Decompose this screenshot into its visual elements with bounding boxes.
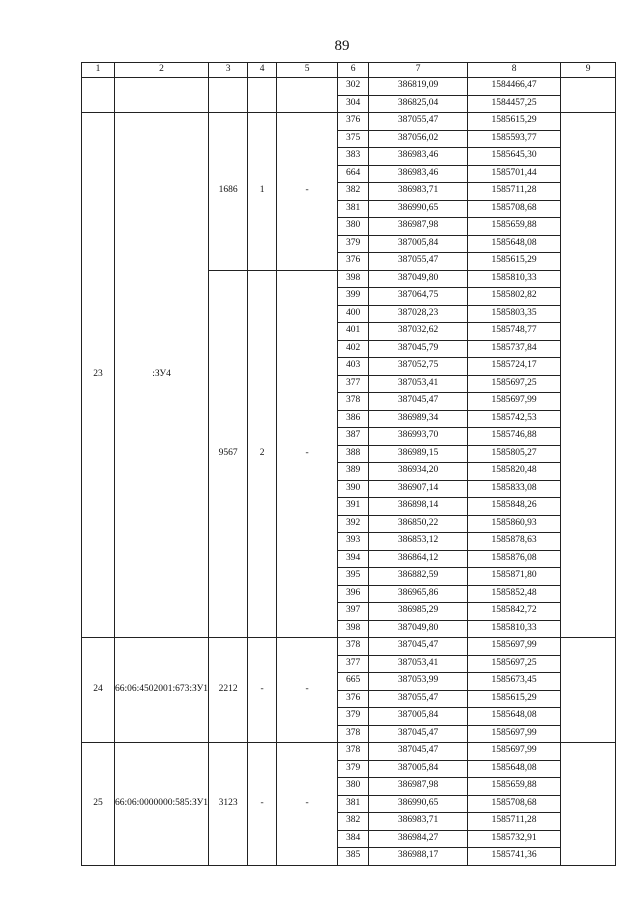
y-coordinate-cell: 1585876,08 — [468, 550, 561, 568]
y-coordinate-cell: 1585701,44 — [468, 165, 561, 183]
table-row — [82, 113, 616, 131]
point-number-cell: 400 — [338, 305, 369, 323]
x-coordinate-cell: 386850,22 — [369, 515, 468, 533]
x-coordinate-cell: 386934,20 — [369, 463, 468, 481]
column-header: 8 — [468, 63, 561, 78]
col5-cell: - — [277, 743, 338, 866]
x-coordinate-cell: 387049,80 — [369, 620, 468, 638]
point-number-cell: 384 — [338, 830, 369, 848]
y-coordinate-cell: 1585708,68 — [468, 200, 561, 218]
col5-cell: - — [277, 638, 338, 743]
point-number-cell: 396 — [338, 585, 369, 603]
y-coordinate-cell: 1584457,25 — [468, 95, 561, 113]
area-cell: 3123 — [209, 743, 248, 866]
point-number-cell: 376 — [338, 113, 369, 131]
y-coordinate-cell: 1585708,68 — [468, 795, 561, 813]
x-coordinate-cell: 387045,47 — [369, 393, 468, 411]
y-coordinate-cell: 1585648,08 — [468, 708, 561, 726]
point-number-cell: 398 — [338, 270, 369, 288]
page-number: 89 — [334, 38, 350, 54]
point-number-cell: 380 — [338, 778, 369, 796]
y-coordinate-cell: 1585673,45 — [468, 673, 561, 691]
point-number-cell: 665 — [338, 673, 369, 691]
x-coordinate-cell: 386907,14 — [369, 480, 468, 498]
point-number-cell: 379 — [338, 235, 369, 253]
y-coordinate-cell: 1585645,30 — [468, 148, 561, 166]
x-coordinate-cell: 386988,17 — [369, 848, 468, 866]
point-number-cell: 403 — [338, 358, 369, 376]
col9-cell — [561, 113, 616, 638]
number-cell: 24 — [82, 638, 115, 743]
point-number-cell: 388 — [338, 445, 369, 463]
point-number-cell: 380 — [338, 218, 369, 236]
y-coordinate-cell: 1585697,25 — [468, 375, 561, 393]
y-coordinate-cell: 1585593,77 — [468, 130, 561, 148]
area-cell: 9567 — [209, 270, 248, 638]
y-coordinate-cell: 1585732,91 — [468, 830, 561, 848]
column-header: 9 — [561, 63, 616, 78]
y-coordinate-cell: 1585878,63 — [468, 533, 561, 551]
y-coordinate-cell: 1585711,28 — [468, 813, 561, 831]
point-number-cell: 664 — [338, 165, 369, 183]
point-number-cell: 378 — [338, 638, 369, 656]
x-coordinate-cell: 386965,86 — [369, 585, 468, 603]
x-coordinate-cell: 386990,65 — [369, 795, 468, 813]
point-number-cell: 377 — [338, 655, 369, 673]
y-coordinate-cell: 1585615,29 — [468, 253, 561, 271]
x-coordinate-cell: 387056,02 — [369, 130, 468, 148]
y-coordinate-cell: 1585810,33 — [468, 620, 561, 638]
x-coordinate-cell: 386983,71 — [369, 183, 468, 201]
y-coordinate-cell: 1585810,33 — [468, 270, 561, 288]
x-coordinate-cell: 386983,46 — [369, 165, 468, 183]
x-coordinate-cell: 386987,98 — [369, 778, 468, 796]
coordinates-table — [81, 62, 616, 866]
y-coordinate-cell: 1585803,35 — [468, 305, 561, 323]
y-coordinate-cell: 1585615,29 — [468, 690, 561, 708]
y-coordinate-cell: 1585842,72 — [468, 603, 561, 621]
point-number-cell: 395 — [338, 568, 369, 586]
x-coordinate-cell: 387045,47 — [369, 725, 468, 743]
y-coordinate-cell: 1585741,36 — [468, 848, 561, 866]
col5-cell: - — [277, 113, 338, 271]
y-coordinate-cell: 1585648,08 — [468, 760, 561, 778]
point-number-cell: 402 — [338, 340, 369, 358]
x-coordinate-cell: 387052,75 — [369, 358, 468, 376]
column-header: 5 — [277, 63, 338, 78]
point-number-cell: 381 — [338, 795, 369, 813]
y-coordinate-cell: 1585659,88 — [468, 778, 561, 796]
point-number-cell: 389 — [338, 463, 369, 481]
point-number-cell: 401 — [338, 323, 369, 341]
table-row — [82, 743, 616, 761]
y-coordinate-cell: 1585748,77 — [468, 323, 561, 341]
name-cell: 66:06:0000000:585:ЗУ1 — [115, 743, 209, 866]
point-number-cell: 302 — [338, 78, 369, 96]
y-coordinate-cell: 1585871,80 — [468, 568, 561, 586]
point-number-cell: 394 — [338, 550, 369, 568]
y-coordinate-cell: 1585697,99 — [468, 393, 561, 411]
number-cell: 23 — [82, 113, 115, 638]
x-coordinate-cell: 387053,41 — [369, 655, 468, 673]
y-coordinate-cell: 1585805,27 — [468, 445, 561, 463]
contour-cell: - — [248, 638, 277, 743]
point-number-cell: 399 — [338, 288, 369, 306]
area-cell: 1686 — [209, 113, 248, 271]
area-cell: 2212 — [209, 638, 248, 743]
point-number-cell: 378 — [338, 743, 369, 761]
point-number-cell: 397 — [338, 603, 369, 621]
x-coordinate-cell: 386882,59 — [369, 568, 468, 586]
x-coordinate-cell: 387055,47 — [369, 113, 468, 131]
contour-cell — [248, 78, 277, 113]
column-header: 4 — [248, 63, 277, 78]
y-coordinate-cell: 1585860,93 — [468, 515, 561, 533]
point-number-cell: 391 — [338, 498, 369, 516]
point-number-cell: 304 — [338, 95, 369, 113]
point-number-cell: 393 — [338, 533, 369, 551]
y-coordinate-cell: 1585724,17 — [468, 358, 561, 376]
name-cell: 66:06:4502001:673:ЗУ1 — [115, 638, 209, 743]
name-cell: :ЗУ4 — [115, 113, 209, 638]
y-coordinate-cell: 1585615,29 — [468, 113, 561, 131]
contour-cell: 1 — [248, 113, 277, 271]
point-number-cell: 378 — [338, 393, 369, 411]
point-number-cell: 392 — [338, 515, 369, 533]
col9-cell — [561, 78, 616, 113]
column-header: 6 — [338, 63, 369, 78]
x-coordinate-cell: 387045,79 — [369, 340, 468, 358]
point-number-cell: 382 — [338, 813, 369, 831]
x-coordinate-cell: 387005,84 — [369, 235, 468, 253]
table-row — [82, 638, 616, 656]
x-coordinate-cell: 386985,29 — [369, 603, 468, 621]
area-cell — [209, 78, 248, 113]
column-header: 1 — [82, 63, 115, 78]
x-coordinate-cell: 386989,34 — [369, 410, 468, 428]
name-cell — [115, 78, 209, 113]
y-coordinate-cell: 1585833,08 — [468, 480, 561, 498]
point-number-cell: 383 — [338, 148, 369, 166]
x-coordinate-cell: 386864,12 — [369, 550, 468, 568]
number-cell — [82, 78, 115, 113]
x-coordinate-cell: 387045,47 — [369, 638, 468, 656]
number-cell: 25 — [82, 743, 115, 866]
point-number-cell: 398 — [338, 620, 369, 638]
x-coordinate-cell: 386990,65 — [369, 200, 468, 218]
col9-cell — [561, 743, 616, 866]
x-coordinate-cell: 386993,70 — [369, 428, 468, 446]
x-coordinate-cell: 386819,09 — [369, 78, 468, 96]
column-header: 7 — [369, 63, 468, 78]
y-coordinate-cell: 1585697,99 — [468, 725, 561, 743]
x-coordinate-cell: 386898,14 — [369, 498, 468, 516]
y-coordinate-cell: 1585737,84 — [468, 340, 561, 358]
point-number-cell: 387 — [338, 428, 369, 446]
x-coordinate-cell: 387055,47 — [369, 690, 468, 708]
x-coordinate-cell: 386825,04 — [369, 95, 468, 113]
point-number-cell: 376 — [338, 253, 369, 271]
point-number-cell: 375 — [338, 130, 369, 148]
point-number-cell: 382 — [338, 183, 369, 201]
x-coordinate-cell: 387028,23 — [369, 305, 468, 323]
col5-cell — [277, 78, 338, 113]
contour-cell: - — [248, 743, 277, 866]
table-row — [82, 78, 616, 96]
y-coordinate-cell: 1585802,82 — [468, 288, 561, 306]
y-coordinate-cell: 1585659,88 — [468, 218, 561, 236]
x-coordinate-cell: 386853,12 — [369, 533, 468, 551]
x-coordinate-cell: 386984,27 — [369, 830, 468, 848]
point-number-cell: 376 — [338, 690, 369, 708]
column-header: 2 — [115, 63, 209, 78]
y-coordinate-cell: 1585820,48 — [468, 463, 561, 481]
y-coordinate-cell: 1585697,99 — [468, 638, 561, 656]
y-coordinate-cell: 1584466,47 — [468, 78, 561, 96]
point-number-cell: 377 — [338, 375, 369, 393]
y-coordinate-cell: 1585648,08 — [468, 235, 561, 253]
y-coordinate-cell: 1585711,28 — [468, 183, 561, 201]
x-coordinate-cell: 387032,62 — [369, 323, 468, 341]
x-coordinate-cell: 387005,84 — [369, 708, 468, 726]
x-coordinate-cell: 387053,99 — [369, 673, 468, 691]
point-number-cell: 379 — [338, 760, 369, 778]
x-coordinate-cell: 386983,46 — [369, 148, 468, 166]
x-coordinate-cell: 387045,47 — [369, 743, 468, 761]
x-coordinate-cell: 386987,98 — [369, 218, 468, 236]
y-coordinate-cell: 1585742,53 — [468, 410, 561, 428]
x-coordinate-cell: 386983,71 — [369, 813, 468, 831]
point-number-cell: 385 — [338, 848, 369, 866]
y-coordinate-cell: 1585697,99 — [468, 743, 561, 761]
y-coordinate-cell: 1585848,26 — [468, 498, 561, 516]
x-coordinate-cell: 387049,80 — [369, 270, 468, 288]
col9-cell — [561, 638, 616, 743]
x-coordinate-cell: 387064,75 — [369, 288, 468, 306]
x-coordinate-cell: 386989,15 — [369, 445, 468, 463]
col5-cell: - — [277, 270, 338, 638]
point-number-cell: 381 — [338, 200, 369, 218]
x-coordinate-cell: 387005,84 — [369, 760, 468, 778]
header-row — [82, 63, 616, 78]
point-number-cell: 378 — [338, 725, 369, 743]
point-number-cell: 386 — [338, 410, 369, 428]
point-number-cell: 379 — [338, 708, 369, 726]
point-number-cell: 390 — [338, 480, 369, 498]
y-coordinate-cell: 1585697,25 — [468, 655, 561, 673]
x-coordinate-cell: 387053,41 — [369, 375, 468, 393]
y-coordinate-cell: 1585746,88 — [468, 428, 561, 446]
contour-cell: 2 — [248, 270, 277, 638]
column-header: 3 — [209, 63, 248, 78]
x-coordinate-cell: 387055,47 — [369, 253, 468, 271]
y-coordinate-cell: 1585852,48 — [468, 585, 561, 603]
